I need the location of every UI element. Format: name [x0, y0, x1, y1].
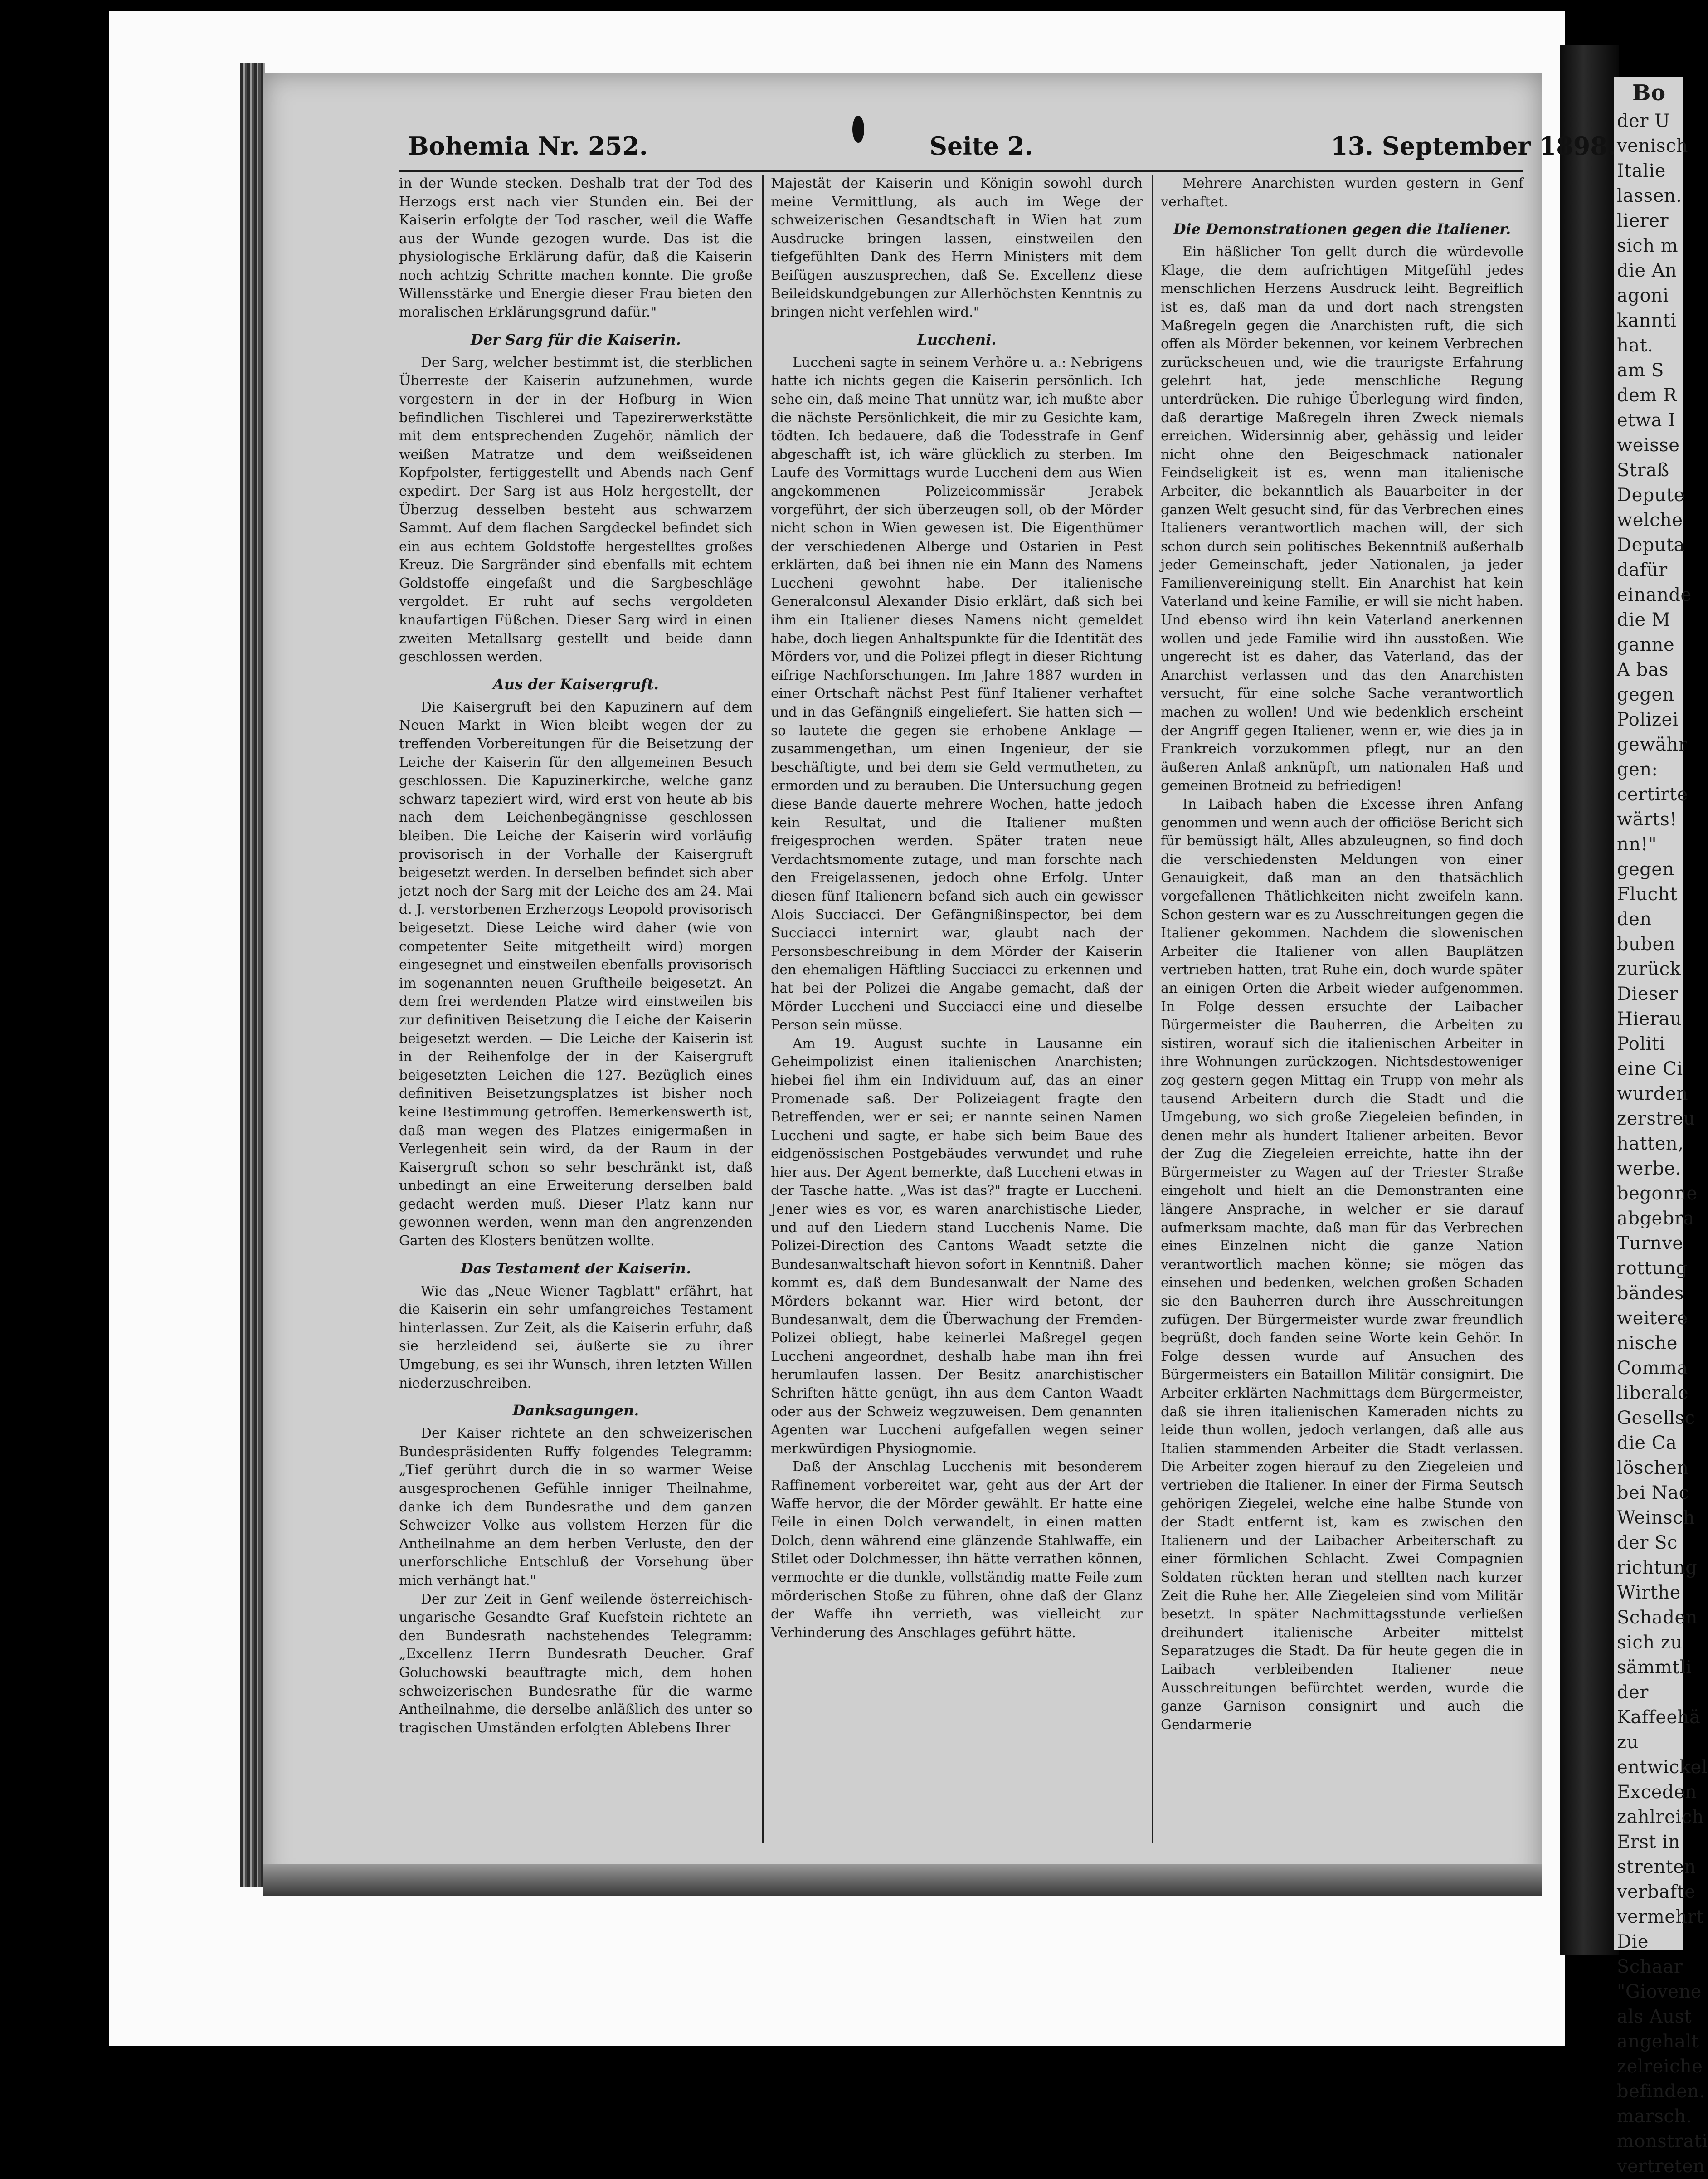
next-page-line: einande [1617, 585, 1692, 605]
next-page-line: liberale [1617, 1383, 1689, 1404]
next-page-line: agoni [1617, 285, 1669, 306]
next-page-line: rottung [1617, 1258, 1688, 1279]
next-page-line: verbafte [1617, 1882, 1696, 1902]
next-page-line: weisse [1617, 435, 1680, 456]
article-paragraph: Der zur Zeit in Genf weilende österreichisch-ungarische Gesandte Graf Kuefstein richtete an den Bundesrath nachstehendes Telegramm: „Excellenz Herrn Bundesrath Deucher. Graf Goluchowski beauftragte mich, dem hohen schweizerischen Bundesrathe für die warme Antheilnahme, die derselbe anläßlich des unter so tragischen Umständen erfolgten Ablebens Ihrer [399, 1591, 753, 1736]
next-page-line: eine Ci [1617, 1058, 1683, 1079]
article-paragraph: Der Sarg, welcher bestimmt ist, die sterblichen Überreste der Kaiserin aufzunehmen, wurde vorgestern in der in der Hofburg in Wien befindlichen Tischlerei und Tapezirerwerkstätte mit dem entsprechenden Zugehör, nämlich der weißen Matratze und dem weißseidenen Kopfpolster, fertiggestellt und Abends nach Genf expedirt. Der Sarg ist aus Holz hergestellt, der Überzug desselben besteht aus schwarzem Sammt. Auf dem flachen Sargdeckel befindet sich ein aus echtem Goldstoffe hergestelltes großes Kreuz. Die Sargränder sind ebenfalls mit echtem Goldstoffe eingefaßt und die Sargbeschläge vergoldet. Er ruht auf sechs vergoldeten knaufartigen Füßchen. Dieser Sarg wird in einen zweiten Metallsarg gestellt und beide dann geschlossen werden. [399, 354, 753, 665]
article-paragraph: in der Wunde stecken. Deshalb trat der Tod des Herzogs erst nach vier Stunden ein. Bei der Kaiserin erfolgte der Tod rascher, weil die Waffe aus der Wunde gezogen wurde. Das ist die physiologische Erklärung dafür, daß die Kaiserin noch achtzig Schritte machen konnte. Die große Willensstärke und Energie dieser Frau bieten den moralischen Erklärungsgrund dafür." [399, 175, 753, 321]
next-page-line: Turnve [1617, 1233, 1684, 1254]
next-page-line: Schaar [1617, 1956, 1683, 1977]
page-number: Seite 2. [929, 132, 1033, 161]
next-page-line: der [1617, 1682, 1649, 1703]
next-page-line: abgebra [1617, 1208, 1694, 1229]
next-page-line: lierer [1617, 210, 1669, 231]
next-page-line: der Sc [1617, 1532, 1678, 1553]
column-divider [762, 175, 764, 1843]
next-page-line: die An [1617, 260, 1677, 281]
next-page-line: sich m [1617, 235, 1679, 256]
next-page-line: richtung [1617, 1557, 1698, 1578]
next-page-header: Bo [1632, 80, 1666, 106]
page-header [277, 132, 1616, 168]
next-page-line: Comma [1617, 1358, 1688, 1379]
next-page-line: Straß [1617, 460, 1669, 481]
next-page-line: zu [1617, 1732, 1639, 1753]
article-paragraph: Am 19. August suchte in Lausanne ein Geheimpolizist einen italienischen Anarchisten; hiebei fiel ihm ein Individuum auf, das an einer Promenade saß. Der Polizeiagent fragte den Betreffenden, wer er sei; er nannte seinen Namen Luccheni und sagte, er habe sich beim Baue des eidgenössischen Postgebäudes verwundet und ruhe hier aus. Der Agent bemerkte, daß Luccheni etwas in der Tasche hatte. „Was ist das?" fragte er Luccheni. Jener wies es vor, es waren anarchistische Lieder, und auf den Liedern stand Lucchenis Name. Die Polizei-Direction des Cantons Waadt setzte die Bundesanwaltschaft hievon sofort in Kenntniß. Daher kommt es, daß dem Bundesanwalt der Name des Mörders bekannt war. Hier wird betont, der Bundesanwalt, dem die Überwachung der Fremden-Polizei obliegt, habe keinerlei Maßregel gegen Luccheni angeordnet, deshalb habe man ihn frei herumlaufen lassen. Der Besitz anarchistischer Schriften hätte genügt, ihn aus dem Canton Waadt oder aus der Schweiz wegzuweisen. Dem genannten Agenten war Luccheni aufgefallen wegen seiner merkwürdigen Physiognomie. [771, 1035, 1143, 1457]
next-page-line: gegen [1617, 859, 1674, 880]
next-page-line: begonne [1617, 1183, 1698, 1204]
next-page-line: gen: [1617, 759, 1658, 780]
next-page-line: Schaden [1617, 1607, 1698, 1628]
next-page-line: Politi [1617, 1033, 1665, 1054]
next-page-line: zurück [1617, 959, 1681, 980]
article-paragraph: In Laibach haben die Excesse ihren Anfang genommen und wenn auch der officiöse Bericht sich für bemüssigt hält, Alles abzuleugnen, so find doch die verschiedensten Meldungen von einer Genauigkeit, daß man an den thatsächlich vorgefallenen Thätlichkeiten nicht zweifeln kann. Schon gestern war es zu Ausschreitungen gegen die Italiener gekommen. Nachdem die slowenischen Arbeiter die Italiener von allen Bauplätzen vertrieben hatten, trat Ruhe ein, doch wurde später an einigen Orten die Arbeit wieder aufgenommen. In Folge dessen ersuchte der Laibacher Bürgermeister die Bauherren, die Arbeiten zu sistiren, worauf sich die italienischen Arbeiter in ihre Wohnungen zurückzogen. Nichtsdestoweniger zog gestern gegen Mittag ein Trupp von mehr als tausend Arbeitern durch die Stadt und die Umgebung, wo sich große Ziegeleien befinden, in denen mehr als hundert Italiener arbeiten. Bevor der Zug die Ziegeleien erreichte, hatte ihn der Bürgermeister zu Wagen auf der Triester Straße eingeholt und hielt an die Demonstranten eine längere Ansprache, in welcher er sie darauf aufmerksam machte, daß man für das Verbrechen eines Einzelnen nicht die ganze Nation verantwortlich machen könne; sie mögen das einsehen und bedenken, welchen großen Schaden sie den Bauherren durch ihre Ausschreitungen zufügen. Der Bürgermeister wurde zwar freundlich begrüßt, doch fanden seine Worte kein Gehör. In Folge dessen wurde auf Ansuchen des Bürgermeisters ein Bataillon Militär consignirt. Die Arbeiter erklärten Nachmittags dem Bürgermeister, daß sie ihren italienischen Kameraden nichts zu leide thun wollen, jedoch verlangen, daß alle aus Italien stammenden Arbeiter die Stadt verlassen. Die Arbeiter zogen hierauf zu den Ziegeleien und vertrieben die Italiener. In einer der Firma Seutsch gehörigen Ziegelei, welche eine halbe Stunde von der Stadt entfernt ist, kam es zwischen den Italienern und der Laibacher Arbeiterschaft zu einer förmlichen Schlacht. Zwei Compagnien Soldaten rückten heran und stellten nach kurzer Zeit die Ruhe her. Alle Ziegeleien sind vom Militär besetzt. In später Nachmittagsstunde verließen dreihundert italienische Arbeiter mittelst Separatzuges die Stadt. Da für heute gegen die in Laibach verbleibenden Italiener neue Ausschreitungen befürchtet werden, wurde die ganze Garnison consignirt und auch die Gendarmerie [1161, 796, 1523, 1733]
next-page-line: Erst in [1617, 1832, 1680, 1852]
next-page-line: angehalt [1617, 2031, 1699, 2052]
next-page-line: gegen [1617, 684, 1674, 705]
article-paragraph: Wie das „Neue Wiener Tagblatt" erfährt, hat die Kaiserin ein sehr umfangreiches Testament hinterlassen. Zur Zeit, als die Kaiserin erfuhr, daß sie herzleidend sei, äußerte sie zu ihrer Umgebung, es sei ihr Wunsch, ihren letzten Willen niederzuschreiben. [399, 1283, 753, 1391]
next-page-line: welche [1617, 510, 1683, 531]
next-page-line: "Giovene [1617, 1981, 1702, 2002]
article-paragraph: Ein häßlicher Ton gellt durch die würdevolle Klage, die dem aufrichtigen Mitgefühl jedes menschlichen Herzens Ausdruck leiht. Begreiflich ist es, daß man da und dort nach strengsten Maßregeln gegen die Anarchisten ruft, die sich offen als Mörder bekennen, vor keinem Verbrechen zurückscheuen und, wie die traurigste Erfahrung gelehrt hat, jede menschliche Regung unterdrücken. Die ruhige Überlegung wird finden, daß derartige Maßregeln ihren Zweck niemals erreichen. Widersinnig aber, gehässig und leider nicht ohne den Beigeschmack nationaler Feindseligkeit ist es, wenn man italienische Arbeiter, die bekanntlich als Bauarbeiter in der ganzen Welt gesucht sind, für das Verbrechen eines Italieners verantwortlich machen will, der sich schon durch sein politisches Bekenntniß außerhalb jeder Gemeinschaft, jeder Nationalen, ja jeder Familienvereinigung stellt. Ein Anarchist hat kein Vaterland und keine Familie, er will sie nicht haben. Und ebenso wird ihn kein Vaterland anerkennen wollen und jede Familie wird ihn ausstoßen. Wie ungerecht ist es daher, das Vaterland, das der Anarchist verlassen und das den Anarchisten versucht, für eine solche Sache verantwortlich machen zu wollen! Und wie bedenklich erscheint der Angriff gegen Italiener, wenn er, wie dies ja in Frankreich vorzukommen pflegt, nur an den äußeren Anlaß anknüpft, um nationalen Haß und gemeinen Brotneid zu befriedigen! [1161, 244, 1523, 794]
article-paragraph: Luccheni sagte in seinem Verhöre u. a.: Nebrigens hatte ich nichts gegen die Kaiserin persönlich. Ich sehe ein, daß meine That unnütz war, ich mußte aber die nächste Persönlichkeit, die mir zu Gesichte kam, tödten. Ich bedauere, daß die Todesstrafe in Genf abgeschafft ist, ich wäre glücklich zu sterben. Im Laufe des Vormittags wurde Luccheni dem aus Wien angekommenen Polizeicommissär Jerabek vorgeführt, der sich überzeugen soll, ob der Mörder nicht schon in Wien gewesen ist. Die Eigenthümer der verschiedenen Alberge und Ostarien in Pest erklärten, daß bei ihnen nie ein Mann des Namens Luccheni gewohnt habe. Der italienische Generalconsul Alexander Disio erklärt, daß sich bei ihm ein Italiener dieses Namens nicht gemeldet habe, doch liegen Anhaltspunkte für die Identität des Mörders vor, und die Polizei pflegt in dieser Richtung eifrige Nachforschungen. Im Jahre 1887 wurden in einer Ortschaft nächst Pest fünf Italiener verhaftet und in das Gefängniß eingeliefert. Sie hatten sich — so lautete die gegen sie erhobene Anklage — zusammengethan, um einen Ingenieur, der sie beschäftigte, und bei dem sie Geld vermutheten, zu ermorden und zu berauben. Die Untersuchung gegen diese Bande dauerte mehrere Wochen, hatte jedoch kein Resultat, und die Italiener mußten freigesprochen werden. Später traten neue Verdachtsmomente zutage, und man forschte nach den Freigelassenen, jedoch ohne Erfolg. Unter diesen fünf Italienern befand sich auch ein gewisser Alois Succiacci. Der Gefängnißinspector, bei dem Succiacci internirt war, glaubt nach der Personsbeschreibung in dem Mörder der Kaiserin den ehemaligen Häftling Succiacci zu erkennen und hat bei der Polizei die Angabe gemacht, daß der Mörder Luccheni und Succiacci eine und dieselbe Person sein müsse. [771, 354, 1143, 1033]
next-page-line: buben [1617, 934, 1675, 955]
next-page-line: certirte [1617, 784, 1688, 805]
next-page-line: löschen [1617, 1458, 1689, 1478]
article-paragraph: Daß der Anschlag Lucchenis mit besonderem Raffinement vorbereitet war, geht aus der Art der Waffe hervor, die der Mörder gewählt. Er hatte eine Feile in einen Dolch verwandelt, in einen matten Dolch, denn während eine glänzende Stahlwaffe, ein Stilet oder Dolchmesser, ihn hätte verrathen können, vermochte er die dunkle, vollständig matte Feile zum mörderischen Stoße zu führen, ohne daß der Glanz der Waffe ihn verrieth, was vielleicht zur Verhinderung des Anschlages geführt hätte. [771, 1459, 1143, 1641]
next-page-line: Exceden [1617, 1782, 1697, 1803]
next-page-line: Die [1617, 1931, 1649, 1952]
next-page-line: werbe. [1617, 1158, 1682, 1179]
next-page-lines [1614, 109, 1708, 2179]
next-page-line: marsch. [1617, 2106, 1692, 2127]
next-page-line: Depute [1617, 485, 1685, 506]
next-page-line: vermehrt [1617, 1906, 1704, 1927]
next-page-line: als Aust [1617, 2006, 1692, 2027]
next-page-line: weitere [1617, 1308, 1688, 1329]
next-page-line: monstrati [1617, 2131, 1708, 2152]
column-divider [1152, 175, 1153, 1843]
next-page-line: wurden [1617, 1083, 1689, 1104]
next-page-line: den [1617, 909, 1652, 930]
issue-date: 13. September 1898. [1331, 132, 1616, 161]
next-page-line: Gesellsc [1617, 1408, 1695, 1428]
section-heading: Der Sarg für die Kaiserin. [471, 331, 681, 348]
article-paragraph: Die Kaisergruft bei den Kapuzinern auf dem Neuen Markt in Wien bleibt wegen der zu treffenden Vorbereitungen für die Beisetzung der Leiche der Kaiserin für den allgemeinen Besuch geschlossen. Die Kapuzinerkirche, welche ganz schwarz tapeziert wird, wird erst von heute ab bis nach dem Leichenbegängnisse geschlossen bleiben. Die Leiche der Kaiserin wird vorläufig provisorisch in der Vorhalle der Kaisergruft beigesetzt werden. In derselben befindet sich aber jetzt noch der Sarg mit der Leiche des am 24. Mai d. J. verstorbenen Erzherzogs Leopold provisorisch beigesetzt. Diese Leiche wird daher (wie von competenter Seite mitgetheilt wird) morgen eingesegnet und einstweilen ebenfalls provisorisch im sogenannten neuen Gruftheile beigesetzt. An dem frei werdenden Platze wird einstweilen bis zur definitiven Beisetzung die Leiche der Kaiserin beigesetzt werden. — Die Leiche der Kaiserin ist in der Reihenfolge der in der Kaisergruft beigesetzten Leichen die 127. Bezüglich eines definitiven Beisetzungsplatzes ist bisher noch keine Bestimmung getroffen. Bemerkenswerth ist, daß man wegen des Platzes einigermaßen in Verlegenheit sein wird, da der Raum in der Kaisergruft schon so sehr beschränkt ist, daß unbedingt an eine Erweiterung derselben bald gedacht werden muß. Dieser Platz kann nur gewonnen werden, wenn man den angrenzenden Garten des Klosters benützen wollte. [399, 699, 753, 1249]
next-page-line: zahlreich [1617, 1807, 1704, 1828]
next-page-line: venisch [1617, 136, 1689, 156]
next-page-line: dafür [1617, 560, 1668, 580]
next-page-line: befinden. [1617, 2081, 1705, 2102]
book-gutter [1560, 45, 1619, 1955]
section-heading: Aus der Kaisergruft. [492, 675, 659, 693]
next-page-line: zerstreu [1617, 1108, 1696, 1129]
section-heading: Danksagungen. [512, 1402, 639, 1419]
next-page-line: wärts! [1617, 809, 1677, 830]
next-page-line: die M [1617, 609, 1671, 630]
next-page-line: gewähr [1617, 734, 1688, 755]
next-page-line: hatten, [1617, 1133, 1684, 1154]
text-column-3 [1161, 175, 1523, 1843]
next-page-line: lassen. [1617, 185, 1682, 206]
next-page-line: Wirthe [1617, 1582, 1681, 1603]
next-page-line: sämmtli [1617, 1657, 1692, 1678]
next-page-line: die Ca [1617, 1433, 1677, 1453]
book-page-edges [240, 63, 265, 1887]
next-page-line: kannti [1617, 310, 1677, 331]
next-page-line: Italie [1617, 161, 1666, 181]
next-page-line: hat. [1617, 335, 1654, 356]
next-page-line: am S [1617, 360, 1664, 381]
next-page-line: nische [1617, 1333, 1678, 1354]
article-paragraph: Der Kaiser richtete an den schweizerischen Bundespräsidenten Ruffy folgendes Telegramm: „Tief gerührt durch die in so warmer Weise ausgesprochenen Gefühle inniger Theilnahme, danke ich dem Bundesrathe und dem ganzen Schweizer Volke aus vollstem Herzen für die Antheilnahme an dem herben Verluste, den der unerforschliche Entschluß der Vorsehung über mich verhängt hat." [399, 1425, 753, 1589]
article-paragraph: Mehrere Anarchisten wurden gestern in Genf verhaftet. [1161, 175, 1523, 210]
next-page-line: sich zu [1617, 1632, 1683, 1653]
next-page-line: vertreten [1617, 2156, 1705, 2177]
next-page-fragment [1614, 77, 1708, 2177]
header-rule [399, 170, 1523, 172]
next-page-line: zelreiche [1617, 2056, 1703, 2077]
masthead-issue: Bohemia Nr. 252. [408, 132, 648, 161]
next-page-line: Kaffeehä [1617, 1707, 1701, 1728]
next-page-line: Dieser [1617, 984, 1678, 1004]
next-page-line: dem R [1617, 385, 1677, 406]
section-heading: Die Demonstrationen gegen die Italiener. [1173, 220, 1511, 238]
next-page-line: nn!" [1617, 834, 1657, 855]
text-column-2 [771, 175, 1143, 1843]
next-page-line: bändes [1617, 1283, 1684, 1304]
next-page-line: der U [1617, 111, 1670, 132]
next-page-line: ganne [1617, 634, 1675, 655]
article-paragraph: Majestät der Kaiserin und Königin sowohl durch meine Vermittlung, als auch im Wege der schweizerischen Gesandtschaft in Wien hat zum Ausdrucke bringen lassen, einstweilen den tiefgefühlten Dank des Herrn Ministers mit dem Beifügen auszusprechen, daß Se. Excellenz diese Beileidskundgebungen zur Allerhöchsten Kenntnis zu bringen nicht verfehlen wird." [771, 175, 1143, 321]
next-page-line: bei Nac [1617, 1482, 1689, 1503]
text-column-1 [399, 175, 753, 1843]
next-page-line: Flucht [1617, 884, 1678, 905]
next-page-line: entwickel [1617, 1757, 1708, 1778]
next-page-line: strenten [1617, 1857, 1696, 1877]
next-page-line: Hierau [1617, 1009, 1682, 1029]
next-page-line: A bas [1617, 659, 1669, 680]
page-bottom-shadow [263, 1864, 1542, 1896]
next-page-line: Deputa [1617, 535, 1685, 556]
next-page-line: Polizei [1617, 709, 1679, 730]
section-heading: Das Testament der Kaiserin. [460, 1259, 691, 1277]
section-heading: Luccheni. [917, 331, 997, 348]
next-page-line: etwa I [1617, 410, 1676, 431]
next-page-line: Weinsch [1617, 1507, 1695, 1528]
